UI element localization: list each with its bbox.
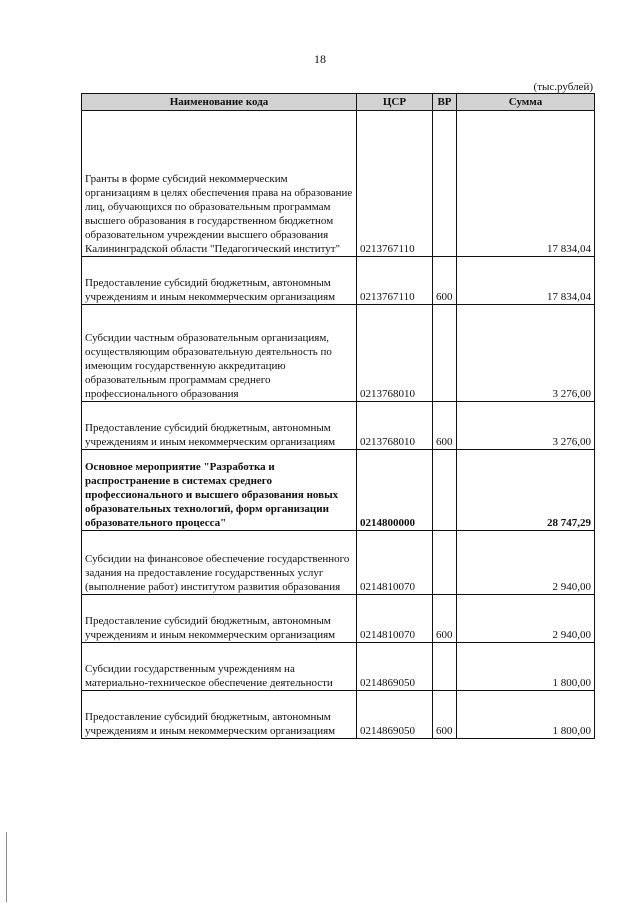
row-csr-code: 0213768010	[357, 305, 433, 402]
row-name: Предоставление субсидий бюджетным, автономным учреждениям и иным некоммерческим организациям	[82, 595, 357, 643]
row-sum: 3 276,00	[457, 402, 595, 450]
header-vr: ВР	[433, 94, 457, 111]
row-vr-code	[433, 531, 457, 595]
row-name: Основное мероприятие "Разработка и распространение в системах среднего профессионального и высшего образования новых образовательных технологий, форм организации образовательного процесса"	[82, 450, 357, 531]
table-header-row	[82, 94, 595, 111]
table-row	[82, 531, 595, 595]
table-row	[82, 643, 595, 691]
row-csr-code: 0214869050	[357, 643, 433, 691]
table-row	[82, 402, 595, 450]
row-name: Субсидии частным образовательным организациям, осуществляющим образовательную деятельность по имеющим государственную аккредитацию образовательным программам среднего профессионального образования	[82, 305, 357, 402]
row-name: Предоставление субсидий бюджетным, автономным учреждениям и иным некоммерческим организациям	[82, 402, 357, 450]
row-vr-code	[433, 450, 457, 531]
table-row	[82, 691, 595, 739]
budget-table	[81, 93, 595, 739]
row-vr-code: 600	[433, 595, 457, 643]
row-csr-code: 0213768010	[357, 402, 433, 450]
row-vr-code	[433, 305, 457, 402]
row-csr-code: 0214810070	[357, 531, 433, 595]
header-sum: Сумма	[457, 94, 595, 111]
row-name: Предоставление субсидий бюджетным, автономным учреждениям и иным некоммерческим организациям	[82, 257, 357, 305]
table-row	[82, 450, 595, 531]
row-sum: 28 747,29	[457, 450, 595, 531]
row-sum: 1 800,00	[457, 643, 595, 691]
row-name: Субсидии на финансовое обеспечение государственного задания на предоставление государственных услуг (выполнение работ) институтом развития образования	[82, 531, 357, 595]
row-sum: 2 940,00	[457, 531, 595, 595]
row-vr-code: 600	[433, 402, 457, 450]
row-vr-code: 600	[433, 257, 457, 305]
row-csr-code: 0214800000	[357, 450, 433, 531]
row-name: Предоставление субсидий бюджетным, автономным учреждениям и иным некоммерческим организациям	[82, 691, 357, 739]
table-row	[82, 305, 595, 402]
row-csr-code: 0213767110	[357, 257, 433, 305]
header-csr: ЦСР	[357, 94, 433, 111]
row-name: Гранты в форме субсидий некоммерческим организациям в целях обеспечения права на образование лиц, обучающихся по образовательным программам высшего образования в государственном бюджетном образовательном учреждении высшего образования Калининградской области "Педагогический институт"	[82, 111, 357, 257]
row-csr-code: 0213767110	[357, 111, 433, 257]
row-csr-code: 0214869050	[357, 691, 433, 739]
table-row	[82, 257, 595, 305]
row-sum: 17 834,04	[457, 257, 595, 305]
table-row	[82, 595, 595, 643]
row-vr-code	[433, 643, 457, 691]
margin-mark	[6, 832, 7, 902]
row-vr-code	[433, 111, 457, 257]
page-number: 18	[314, 52, 326, 66]
row-sum: 2 940,00	[457, 595, 595, 643]
row-sum: 3 276,00	[457, 305, 595, 402]
row-csr-code: 0214810070	[357, 595, 433, 643]
row-vr-code: 600	[433, 691, 457, 739]
row-name: Субсидии государственным учреждениям на материально-техническое обеспечение деятельности	[82, 643, 357, 691]
table-row	[82, 111, 595, 257]
units-label: (тыс.рублей)	[533, 81, 593, 93]
row-sum: 1 800,00	[457, 691, 595, 739]
row-sum: 17 834,04	[457, 111, 595, 257]
header-name: Наименование кода	[82, 94, 357, 111]
